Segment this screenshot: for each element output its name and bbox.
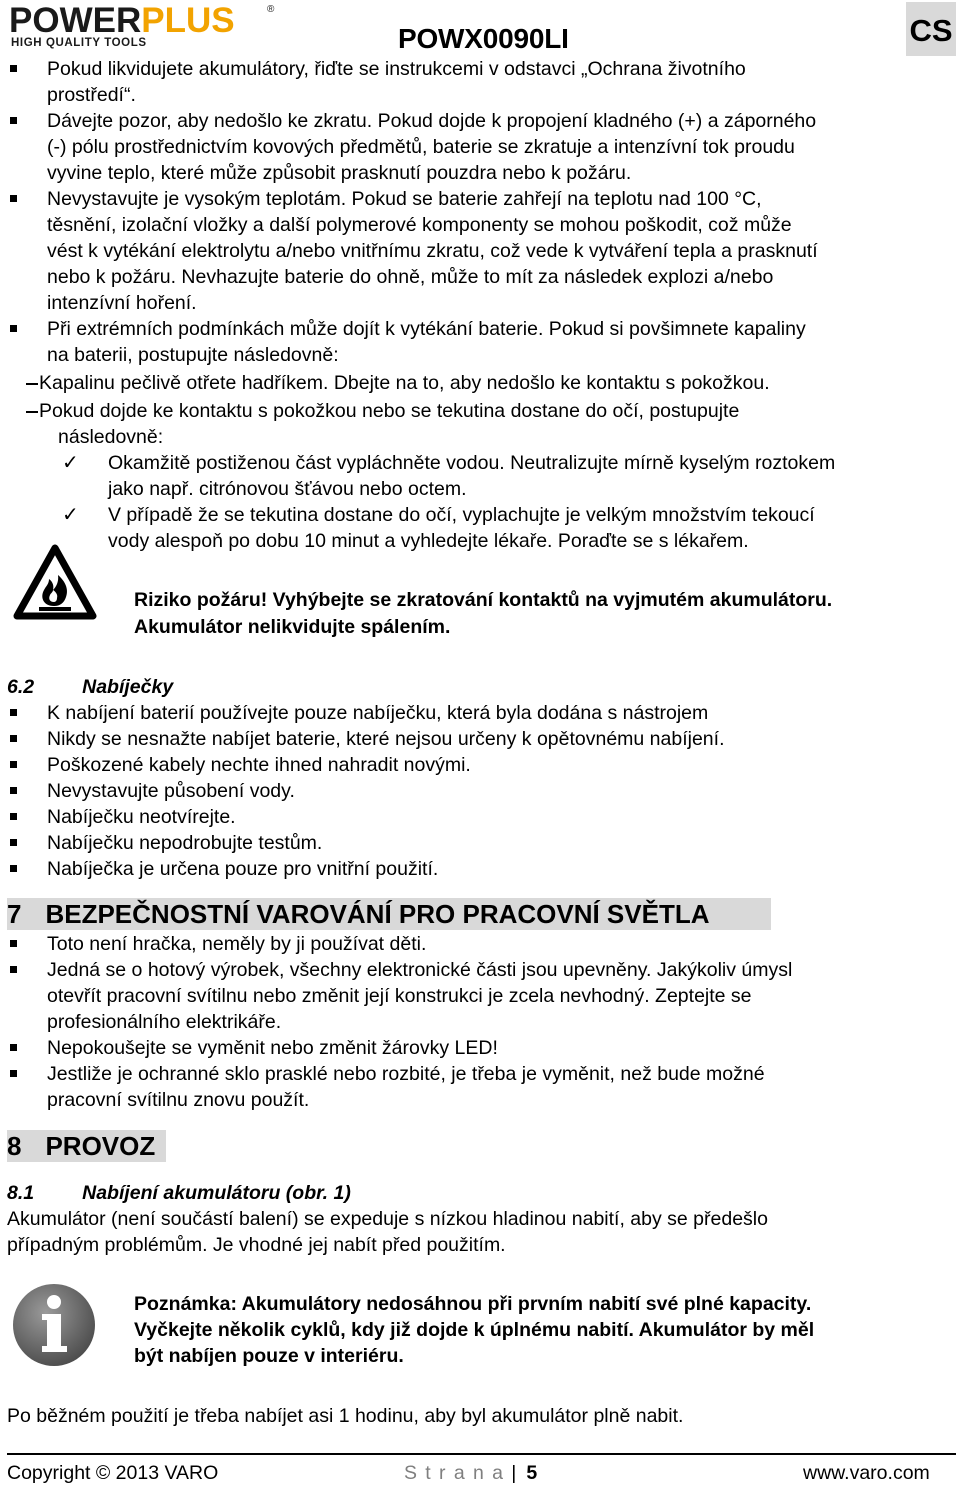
bullet-icon xyxy=(10,325,17,332)
light-item-1: Toto není hračka, neměly by ji používat děti. xyxy=(47,933,427,955)
model-number: POWX0090LI xyxy=(398,23,569,54)
checkmark-icon: ✓ xyxy=(62,502,79,526)
charger-item: Nabíječka je určena pouze pro vnitřní použití. xyxy=(47,858,439,880)
battery-check-1-line-1: Okamžitě postiženou část vypláchněte vodou. Neutralizujte mírně kyselým roztokem xyxy=(108,452,836,474)
checkmark-icon: ✓ xyxy=(62,450,79,474)
note-line-2: Vyčkejte několik cyklů, kdy již dojde k úplnému nabití. Akumulátor by měl xyxy=(134,1319,815,1341)
battery-check-2-line-1: V případě že se tekutina dostane do očí, vyplachujte je velkým množstvím tekoucí xyxy=(108,504,815,526)
bullet-icon xyxy=(10,1070,17,1077)
logo-tagline: HIGH QUALITY TOOLS xyxy=(11,37,147,49)
light-item-2-line-2: otevřít pracovní svítilnu nebo změnit její konstrukci je zcela nevhodný. Zeptejte se xyxy=(47,985,752,1007)
note-line-1: Poznámka: Akumulátory nedosáhnou při prvním nabití své plné kapacity. xyxy=(134,1293,812,1315)
battery-item-3-line-4: nebo k požáru. Nevhazujte baterie do ohně, může to mít za následek explozi a/nebo xyxy=(47,266,774,288)
bullet-icon xyxy=(10,865,17,872)
charging-para-line-2: případným problémům. Je vhodné jej nabít před použitím. xyxy=(7,1234,506,1256)
battery-check-1-line-2: jako např. citrónovou šťávou nebo octem. xyxy=(108,478,467,500)
dash-icon xyxy=(26,411,38,413)
bullet-icon xyxy=(10,940,17,947)
light-item-4-line-2: pracovní svítilnu znovu použít. xyxy=(47,1089,310,1111)
charging-para-line-1: Akumulátor (není součástí balení) se expeduje s nízkou hladinou nabití, aby se předešlo xyxy=(7,1208,768,1230)
light-item-3: Nepokoušejte se vyměnit nebo změnit žárovky LED! xyxy=(47,1037,498,1059)
bullet-icon xyxy=(10,709,17,716)
footer-divider xyxy=(7,1453,956,1455)
footer-page-label: Strana xyxy=(404,1462,512,1484)
charger-item: Nevystavujte působení vody. xyxy=(47,780,295,802)
battery-item-3-line-2: těsnění, izolační vložky a další polymerové komponenty se mohou poškodit, což může xyxy=(47,214,792,236)
language-code: CS xyxy=(909,13,953,48)
info-icon xyxy=(11,1282,97,1368)
battery-dash-2-line-2: následovně: xyxy=(58,426,164,448)
section-7-heading xyxy=(7,898,771,930)
charger-item: K nabíjení baterií používejte pouze nabíječku, která byla dodána s nástrojem xyxy=(47,702,709,724)
battery-item-4-line-2: na baterii, postupujte následovně: xyxy=(47,344,339,366)
footer-separator: | xyxy=(511,1462,517,1484)
bullet-icon xyxy=(10,966,17,973)
chargers-heading xyxy=(7,674,173,700)
footer-page-indicator xyxy=(404,1461,537,1485)
battery-item-2-line-3: vyvine teplo, které může způsobit prasknutí pouzdra nebo k požáru. xyxy=(47,162,632,184)
bullet-icon xyxy=(10,839,17,846)
section-8-1-heading xyxy=(7,1180,351,1206)
bullet-icon xyxy=(10,787,17,794)
dash-icon xyxy=(26,383,38,385)
battery-item-1-line-1: Pokud likvidujete akumulátory, řiďte se instrukcemi v odstavci „Ochrana životního xyxy=(47,58,746,80)
chargers-title: Nabíječky xyxy=(82,676,174,698)
bullet-icon xyxy=(10,1044,17,1051)
footer-copyright: Copyright © 2013 VARO xyxy=(7,1462,219,1484)
battery-item-3-line-3: vést k vytékání elektrolytu a/nebo vnitřnímu zkratu, což vede k vytváření tepla a prasknutí xyxy=(47,240,818,262)
battery-item-2-line-1: Dávejte pozor, aby nedošlo ke zkratu. Pokud dojde k propojení kladného (+) a záporného xyxy=(47,110,817,132)
bullet-icon xyxy=(10,195,17,202)
fire-warning-icon xyxy=(13,544,97,620)
battery-item-1-line-2: prostředí“. xyxy=(47,84,136,106)
logo-brand-power: POWER xyxy=(9,1,142,40)
note-line-3: být nabíjen pouze v interiéru. xyxy=(134,1345,404,1367)
bullet-icon xyxy=(10,117,17,124)
charger-item: Poškozené kabely nechte ihned nahradit novými. xyxy=(47,754,471,776)
battery-item-2-line-2: (-) pólu prostřednictvím kovových předmětů, baterie se zkratuje a intenzívní tok proudu xyxy=(47,136,795,158)
charger-item: Nabíječku neotvírejte. xyxy=(47,806,236,828)
battery-dash-1: Kapalinu pečlivě otřete hadříkem. Dbejte na to, aby nedošlo ke kontaktu s pokožkou. xyxy=(39,372,770,394)
registered-mark-icon: ® xyxy=(267,4,275,15)
bullet-icon xyxy=(10,65,17,72)
charger-item: Nabíječku nepodrobujte testům. xyxy=(47,832,323,854)
light-item-2-line-1: Jedná se o hotový výrobek, všechny elektronické části jsou upevněny. Jakýkoliv úmysl xyxy=(47,959,793,981)
section-7-number: 7 xyxy=(7,899,22,929)
light-item-2-line-3: profesionálního elektrikáře. xyxy=(47,1011,282,1033)
fire-warning-line-2: Akumulátor nelikvidujte spálením. xyxy=(134,616,451,638)
charger-item: Nikdy se nesnažte nabíjet baterie, které nejsou určeny k opětovnému nabíjení. xyxy=(47,728,725,750)
bullet-icon xyxy=(10,761,17,768)
bullet-icon xyxy=(10,735,17,742)
logo-brand-plus: PLUS xyxy=(141,1,235,40)
charging-duration-text: Po běžném použití je třeba nabíjet asi 1 hodinu, aby byl akumulátor plně nabit. xyxy=(7,1405,684,1427)
battery-item-3-line-1: Nevystavujte je vysokým teplotám. Pokud se baterie zahřejí na teplotu nad 100 °C, xyxy=(47,188,762,210)
battery-item-4-line-1: Při extrémních podmínkách může dojít k vytékání baterie. Pokud si povšimnete kapaliny xyxy=(47,318,806,340)
section-8-1-number: 8.1 xyxy=(7,1182,35,1204)
section-7-title: BEZPEČNOSTNÍ VAROVÁNÍ PRO PRACOVNÍ SVĚTLA xyxy=(45,899,710,929)
footer-page-number: 5 xyxy=(526,1462,538,1484)
footer-url-link[interactable]: www.varo.com xyxy=(803,1462,930,1484)
powerplus-logo xyxy=(9,1,277,49)
battery-dash-2-line-1: Pokud dojde ke kontaktu s pokožkou nebo se tekutina dostane do očí, postupujte xyxy=(39,400,740,422)
light-item-4-line-1: Jestliže je ochranné sklo prasklé nebo rozbité, je třeba je vyměnit, než bude možné xyxy=(47,1063,765,1085)
section-8-title: PROVOZ xyxy=(45,1131,156,1161)
section-8-heading xyxy=(7,1130,166,1162)
bullet-icon xyxy=(10,813,17,820)
battery-check-2-line-2: vody alespoň po dobu 10 minut a vyhledejte lékaře. Poraďte se s lékařem. xyxy=(108,530,749,552)
chargers-number: 6.2 xyxy=(7,676,35,698)
fire-warning-line-1: Riziko požáru! Vyhýbejte se zkratování kontaktů na vyjmutém akumulátoru. xyxy=(134,589,833,611)
section-8-number: 8 xyxy=(7,1131,22,1161)
section-8-1-title: Nabíjení akumulátoru (obr. 1) xyxy=(82,1182,351,1204)
battery-item-3-line-5: intenzívní hoření. xyxy=(47,292,197,314)
